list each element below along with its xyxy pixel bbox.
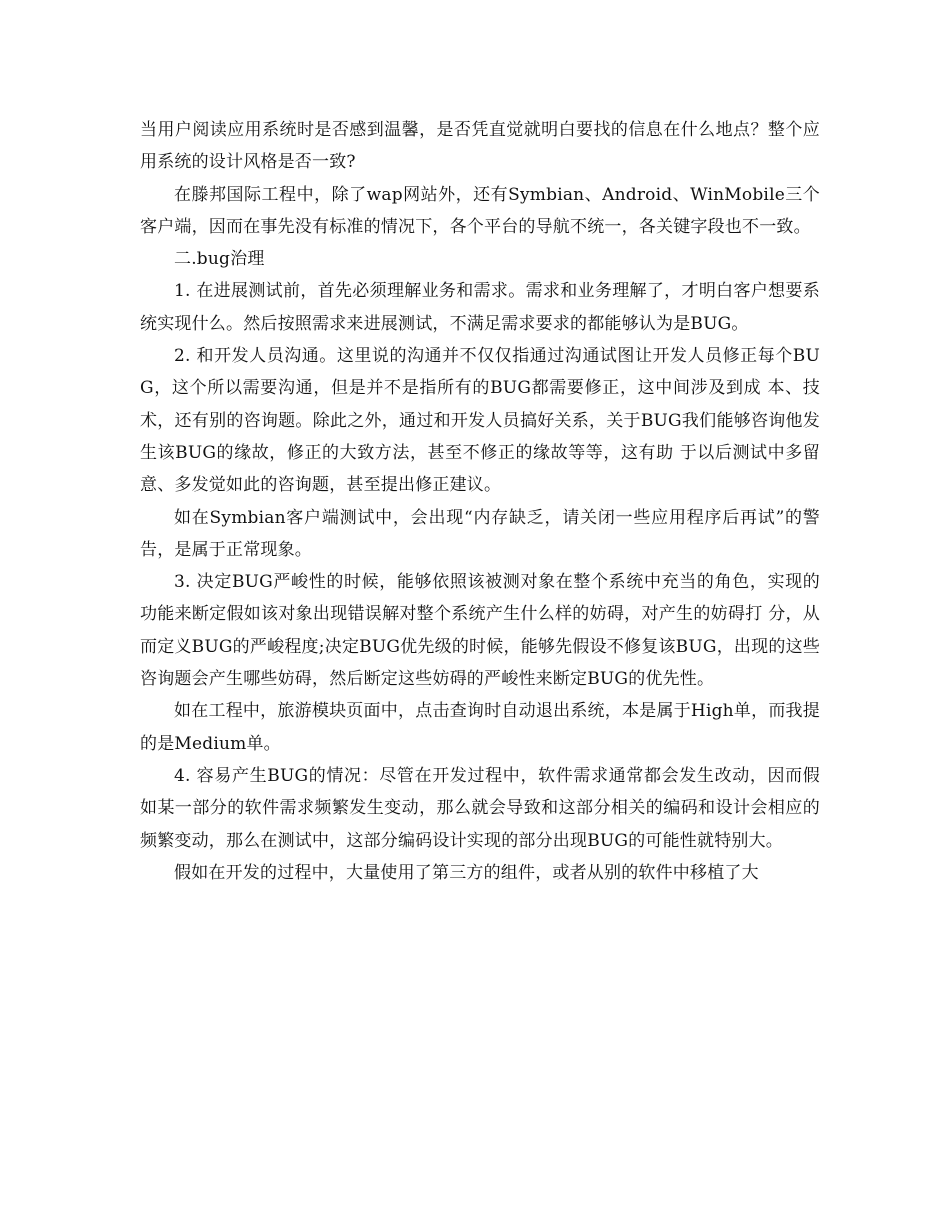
paragraph-third-party: 假如在开发的过程中，大量使用了第三方的组件，或者从别的软件中移植了大 <box>174 862 759 883</box>
section-heading-bug-management: 二.bug治理 <box>174 249 265 270</box>
document-body <box>140 114 820 889</box>
paragraph-project-example: 如在工程中，旅游模块页面中，点击查询时自动退出系统，本是属于High单，而我提的是Medium单。 <box>140 701 820 754</box>
paragraph-point-1: 1. 在进展测试前，首先必须理解业务和需求。需求和业务理解了，才明白客户想要系统实现什么。然后按照需求来进展测试，不满足需求要求的都能够认为是BUG。 <box>140 281 820 334</box>
paragraph-point-3: 3. 决定BUG严峻性的时候，能够依照该被测对象在整个系统中充当的角色，实现的功能来断定假如该对象出现错误解对整个系统产生什么样的妨碍，对产生的妨碍打 分，从而定义BUG的严峻程度;决定BUG优先级的时候，能够先假设不修复该BUG，出现的这些咨询题会产生哪些妨碍，然后断定这些妨碍的严峻性来断定BUG的优先性。 <box>140 572 820 690</box>
paragraph-1: 当用户阅读应用系统时是否感到温馨，是否凭直觉就明白要找的信息在什么地点？整个应用系统的设计风格是否一致? <box>140 120 820 173</box>
paragraph-point-2: 2. 和开发人员沟通。这里说的沟通并不仅仅指通过沟通试图让开发人员修正每个BUG，这个所以需要沟通，但是并不是指所有的BUG都需要修正，这中间涉及到成 本、技术，还有别的咨询题。除此之外，通过和开发人员搞好关系，关于BUG我们能够咨询他发生该BUG的缘故，修正的大致方法，甚至不修正的缘故等等，这有助 于以后测试中多留意、多发觉如此的咨询题，甚至提出修正建议。 <box>140 346 820 496</box>
paragraph-point-4: 4. 容易产生BUG的情况：尽管在开发过程中，软件需求通常都会发生改动，因而假如某一部分的软件需求频繁发生变动，那么就会导致和这部分相关的编码和设计会相应的频繁变动，那么在测试中，这部分编码设计实现的部分出现BUG的可能性就特别大。 <box>140 765 820 851</box>
paragraph-2: 在滕邦国际工程中，除了wap网站外，还有Symbian、Android、WinMobile三个客户端，因而在事先没有标准的情况下，各个平台的导航不统一，各关键字段也不一致。 <box>140 184 820 237</box>
paragraph-symbian-example: 如在Symbian客户端测试中，会出现“内存缺乏，请关闭一些应用程序后再试”的警告，是属于正常现象。 <box>140 507 820 560</box>
